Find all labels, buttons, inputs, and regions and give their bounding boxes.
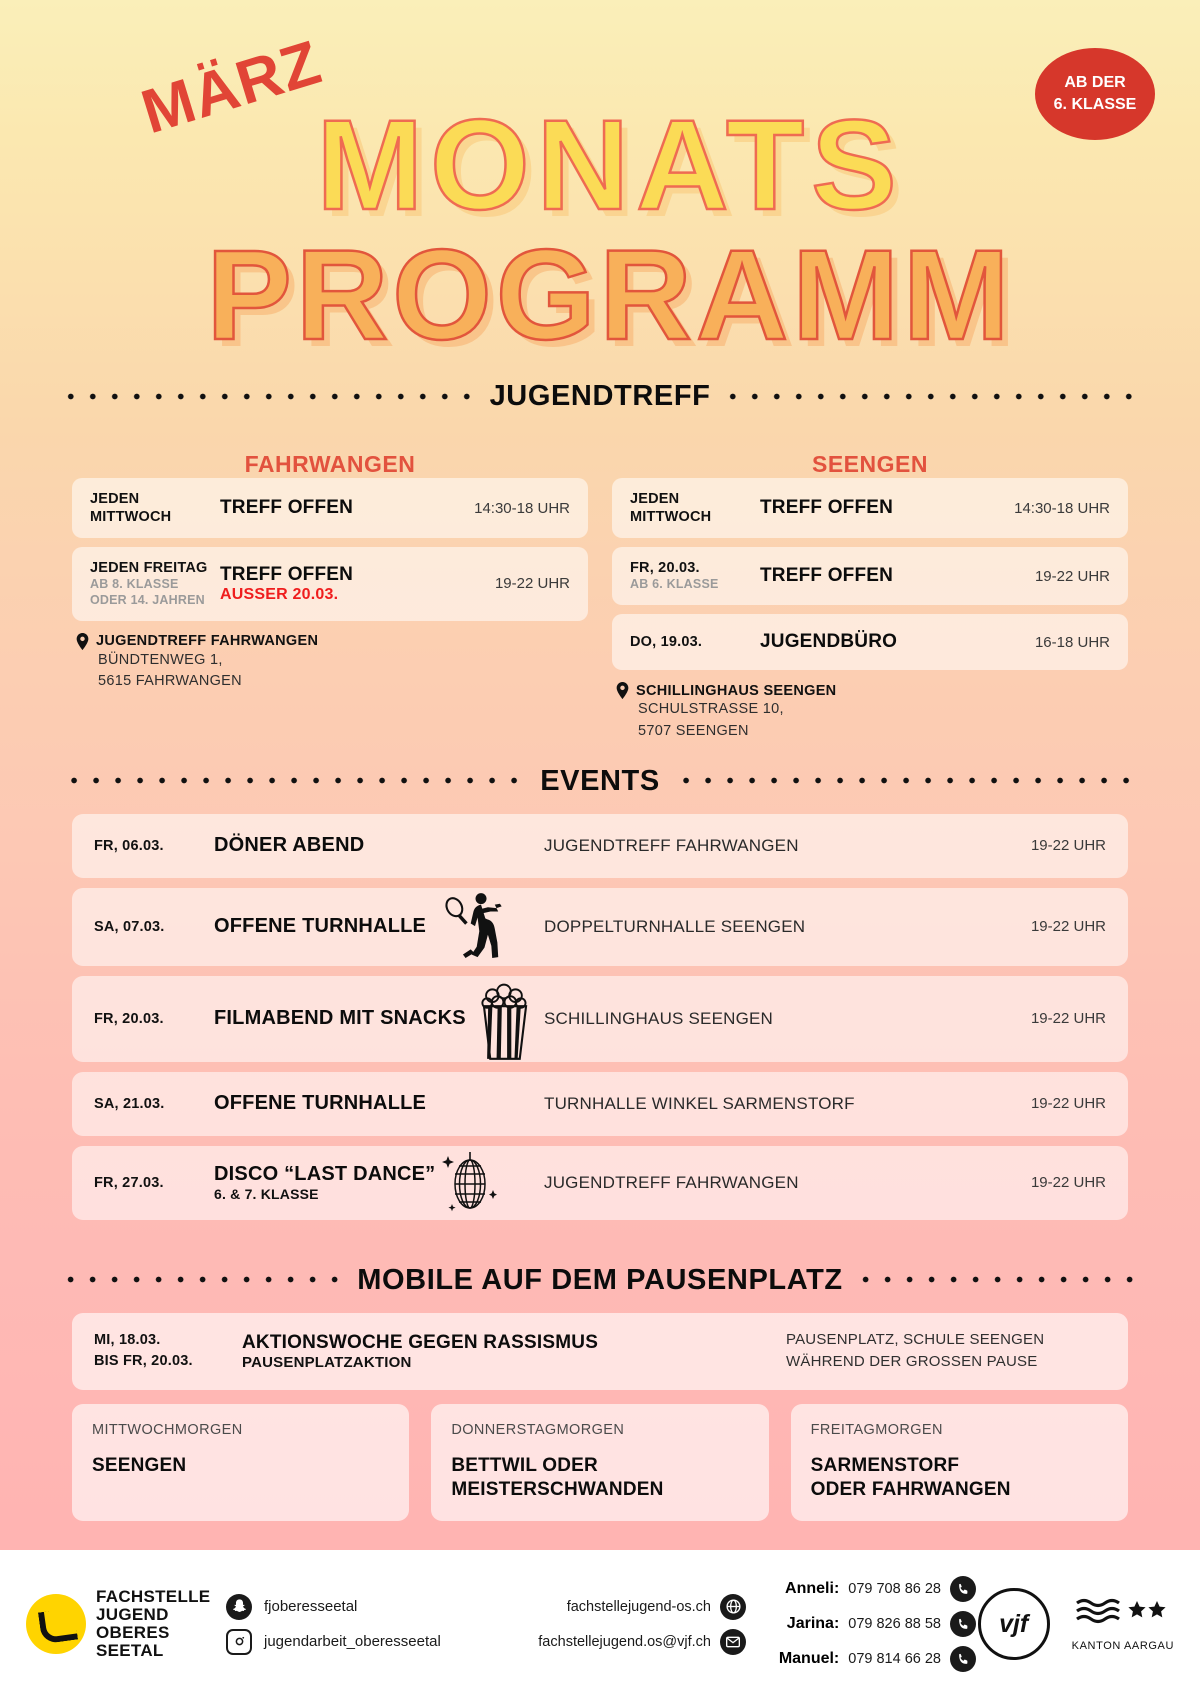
email-text: fachstellejugend.os@vjf.ch xyxy=(538,1633,711,1650)
dotted-rule-right xyxy=(724,393,1138,401)
event-time: 19-22 UHR xyxy=(1030,1095,1106,1112)
event-title-cell xyxy=(214,834,544,857)
treff-date-line1: FR, 20.03. xyxy=(630,560,700,577)
address-name-row xyxy=(76,633,588,650)
globe-icon xyxy=(720,1594,746,1620)
treff-row-title xyxy=(760,497,1014,519)
event-row xyxy=(72,1146,1128,1220)
column-title-seengen: SEENGEN xyxy=(812,451,928,477)
contact-number: 079 826 88 58 xyxy=(848,1616,941,1632)
treff-row xyxy=(72,547,588,620)
phone-contacts xyxy=(746,1567,976,1681)
social-handle: fjoberesseetal xyxy=(264,1598,358,1615)
treff-row xyxy=(612,478,1128,538)
snapchat-icon xyxy=(226,1594,252,1620)
treff-row xyxy=(612,547,1128,605)
treff-row-title xyxy=(760,565,1035,587)
event-place: SCHILLINGHAUS SEENGEN xyxy=(544,1008,774,1028)
treff-date-line2: MITTWOCH xyxy=(630,509,712,526)
mobile-day-card xyxy=(791,1404,1128,1521)
treff-title-text: TREFF OFFEN xyxy=(760,565,894,587)
dotted-rule-left xyxy=(62,777,526,785)
address-line-2: 5615 FAHRWANGEN xyxy=(98,673,242,690)
contact-name: Jarina: xyxy=(786,1615,840,1632)
treff-row-date xyxy=(630,633,760,651)
treff-row-date xyxy=(90,490,220,526)
website-text: fachstellejugend-os.ch xyxy=(566,1598,711,1615)
org-logo xyxy=(26,1588,226,1659)
mobile-meta-line2: WÄHREND DER GROSSEN PAUSE xyxy=(786,1353,1038,1370)
treff-date-note2: ODER 14. JAHREN xyxy=(90,593,205,607)
event-date: FR, 27.03. xyxy=(94,1174,164,1191)
treff-row xyxy=(612,614,1128,670)
smile-logo-icon xyxy=(26,1594,86,1654)
mobile-day-value-line1: SARMENSTORF xyxy=(810,1454,960,1476)
dotted-rule-right xyxy=(674,777,1138,785)
phone-row[interactable] xyxy=(746,1646,976,1672)
mobile-meta-line1: PAUSENPLATZ, SCHULE SEENGEN xyxy=(786,1330,1045,1348)
treff-title-text: TREFF OFFEN xyxy=(220,563,354,585)
event-title: OFFENE TURNHALLE xyxy=(214,915,427,937)
dotted-rule-left xyxy=(62,1276,343,1284)
partner-logos xyxy=(976,1588,1174,1660)
events-heading: EVENTS xyxy=(540,764,660,797)
treff-date-line1: DO, 19.03. xyxy=(630,633,703,650)
section-heading-jugendtreff xyxy=(62,380,1138,413)
address-name: SCHILLINGHAUS SEENGEN xyxy=(636,682,837,699)
event-time: 19-22 UHR xyxy=(1030,1174,1106,1191)
treff-date-note1: AB 8. KLASSE xyxy=(90,577,179,592)
mobile-day-label: MITTWOCHMORGEN xyxy=(92,1421,243,1438)
mobile-date xyxy=(94,1330,242,1372)
treff-date-line1: JEDEN xyxy=(90,491,140,507)
vjf-logo: vjf xyxy=(978,1588,1050,1660)
event-date: SA, 21.03. xyxy=(94,1095,165,1112)
mobile-section xyxy=(0,1313,1200,1521)
instagram-icon xyxy=(226,1629,252,1655)
address-line-2: 5707 SEENGEN xyxy=(638,722,749,739)
event-title-cell xyxy=(214,1092,544,1115)
mobile-date-line1: MI, 18.03. xyxy=(94,1331,161,1348)
social-handle: jugendarbeit_oberesseetal xyxy=(264,1633,441,1650)
event-date: FR, 20.03. xyxy=(94,1010,164,1027)
org-name-line4: SEETAL xyxy=(96,1640,164,1660)
jugendtreff-columns xyxy=(0,427,1200,743)
events-list xyxy=(0,814,1200,1220)
event-row xyxy=(72,888,1128,966)
treff-row-time: 19-22 UHR xyxy=(1034,567,1110,585)
treff-title-warning: AUSSER 20.03. xyxy=(220,585,339,603)
event-place: DOPPELTURNHALLE SEENGEN xyxy=(544,916,806,936)
mobile-day-value-line2: MEISTERSCHWANDEN xyxy=(451,1479,664,1501)
event-row xyxy=(72,1072,1128,1136)
web-contacts xyxy=(476,1585,746,1664)
event-title-cell xyxy=(214,990,544,1048)
mobile-day-value xyxy=(451,1454,748,1503)
address-block-seengen xyxy=(612,682,1128,743)
popcorn-icon xyxy=(472,982,538,1062)
event-subtitle: 6. & 7. KLASSE xyxy=(214,1186,319,1202)
address-name-row xyxy=(616,682,1128,699)
month-label: MÄRZ xyxy=(133,27,330,148)
event-row xyxy=(72,976,1128,1062)
title-line-1: MONATS xyxy=(316,94,904,237)
tennis-player-icon xyxy=(432,884,518,970)
treff-title-text: TREFF OFFEN xyxy=(220,497,354,519)
social-link-snapchat[interactable] xyxy=(226,1594,476,1620)
envelope-icon xyxy=(720,1629,746,1655)
phone-icon xyxy=(950,1646,976,1672)
mobile-day-card xyxy=(431,1404,768,1521)
treff-row-time: 16-18 UHR xyxy=(1034,633,1110,651)
treff-row-time: 19-22 UHR xyxy=(494,575,570,593)
treff-row-date xyxy=(630,490,760,526)
treff-row-time: 14:30-18 UHR xyxy=(474,499,570,517)
address-line-1: BÜNDTENWEG 1, xyxy=(98,651,223,668)
treff-title-text: JUGENDBÜRO xyxy=(760,631,898,652)
mobile-day-label: DONNERSTAGMORGEN xyxy=(451,1421,625,1438)
contact-name: Manuel: xyxy=(778,1650,840,1667)
dotted-rule-right xyxy=(857,1276,1138,1284)
section-heading-mobile xyxy=(62,1264,1138,1297)
age-badge-line2: 6. KLASSE xyxy=(1053,96,1137,113)
hero-header xyxy=(0,0,1200,380)
location-pin-icon xyxy=(616,682,629,699)
phone-row[interactable] xyxy=(746,1611,976,1637)
org-name-line1: FACHSTELLE xyxy=(96,1587,211,1607)
jugendtreff-column-fahrwangen xyxy=(72,427,588,743)
treff-row-title xyxy=(220,564,495,604)
disco-ball-icon xyxy=(439,1148,501,1218)
mobile-meta xyxy=(786,1329,1106,1374)
contact-number: 079 708 86 28 xyxy=(848,1581,941,1597)
location-pin-icon xyxy=(76,633,89,650)
mobile-title: AKTIONSWOCHE GEGEN RASSISMUS xyxy=(242,1331,599,1353)
event-place: TURNHALLE WINKEL SARMENSTORF xyxy=(544,1093,855,1113)
kanton-aargau-label: KANTON AARGAU xyxy=(1071,1640,1174,1652)
event-title-cell xyxy=(214,902,544,952)
phone-row[interactable] xyxy=(746,1576,976,1602)
event-date: FR, 06.03. xyxy=(94,837,164,854)
event-place: JUGENDTREFF FAHRWANGEN xyxy=(544,1172,799,1192)
treff-row xyxy=(72,478,588,538)
org-name-line3: OBERES xyxy=(96,1623,170,1642)
treff-row-date xyxy=(90,559,220,608)
column-title-fahrwangen: FAHRWANGEN xyxy=(244,451,416,477)
contact-name: Anneli: xyxy=(785,1580,840,1597)
treff-row-title xyxy=(220,497,474,519)
section-heading-events xyxy=(62,765,1138,798)
event-title-cell xyxy=(214,1160,544,1206)
treff-row-time: 14:30-18 UHR xyxy=(1014,499,1110,517)
treff-row-date xyxy=(630,559,760,593)
mobile-day-value xyxy=(92,1454,389,1479)
mobile-day-value-line2: ODER FAHRWANGEN xyxy=(810,1479,1011,1501)
event-title: FILMABEND MIT SNACKS xyxy=(214,1007,466,1029)
org-logo-text xyxy=(96,1588,210,1659)
website-row[interactable] xyxy=(476,1594,746,1620)
event-title: OFFENE TURNHALLE xyxy=(214,1092,427,1114)
age-badge-line1: AB DER xyxy=(1064,74,1126,92)
mobile-day-card xyxy=(72,1404,409,1521)
mobile-subtitle: PAUSENPLATZAKTION xyxy=(242,1353,412,1371)
mobile-main-row xyxy=(72,1313,1128,1390)
treff-date-line2: MITTWOCH xyxy=(90,509,172,526)
address-block-fahrwangen xyxy=(72,633,588,694)
aargau-wave-star-icon xyxy=(1075,1596,1171,1630)
mobile-day-value xyxy=(811,1454,1108,1503)
treff-date-line1: JEDEN FREITAG xyxy=(90,560,208,577)
event-row xyxy=(72,814,1128,878)
social-links xyxy=(226,1585,476,1664)
mobile-day-cards xyxy=(72,1404,1128,1521)
event-time: 19-22 UHR xyxy=(1030,1010,1106,1027)
org-name-line2: JUGEND xyxy=(96,1605,169,1625)
mobile-heading: MOBILE AUF DEM PAUSENPLATZ xyxy=(357,1263,843,1296)
footer xyxy=(0,1550,1200,1698)
event-title: DISCO “LAST DANCE” xyxy=(214,1163,436,1185)
kanton-aargau-logo xyxy=(1072,1596,1174,1652)
email-row[interactable] xyxy=(476,1629,746,1655)
social-link-instagram[interactable] xyxy=(226,1629,476,1655)
dotted-rule-left xyxy=(62,393,476,401)
title-line-2: PROGRAMM xyxy=(206,224,1014,367)
mobile-day-value-line1: SEENGEN xyxy=(92,1454,187,1476)
treff-date-note1: AB 6. KLASSE xyxy=(630,577,719,592)
treff-row-title xyxy=(760,631,1035,653)
treff-date-line1: JEDEN xyxy=(630,491,680,507)
event-time: 19-22 UHR xyxy=(1030,918,1106,935)
jugendtreff-column-seengen xyxy=(612,427,1128,743)
mobile-date-line2: BIS FR, 20.03. xyxy=(94,1353,193,1369)
phone-icon xyxy=(950,1576,976,1602)
mobile-title-cell xyxy=(242,1332,786,1371)
mobile-day-value-line1: BETTWIL ODER xyxy=(451,1454,598,1476)
address-line-1: SCHULSTRASSE 10, xyxy=(638,701,784,717)
phone-icon xyxy=(950,1611,976,1637)
event-place: JUGENDTREFF FAHRWANGEN xyxy=(544,835,799,855)
event-title: DÖNER ABEND xyxy=(214,834,365,856)
jugendtreff-heading: JUGENDTREFF xyxy=(489,380,711,412)
event-date: SA, 07.03. xyxy=(94,918,165,935)
treff-title-text: TREFF OFFEN xyxy=(760,497,894,519)
address-name: JUGENDTREFF FAHRWANGEN xyxy=(96,633,319,650)
mobile-day-label: FREITAGMORGEN xyxy=(810,1421,943,1438)
contact-number: 079 814 66 28 xyxy=(848,1651,941,1667)
event-time: 19-22 UHR xyxy=(1030,837,1106,854)
